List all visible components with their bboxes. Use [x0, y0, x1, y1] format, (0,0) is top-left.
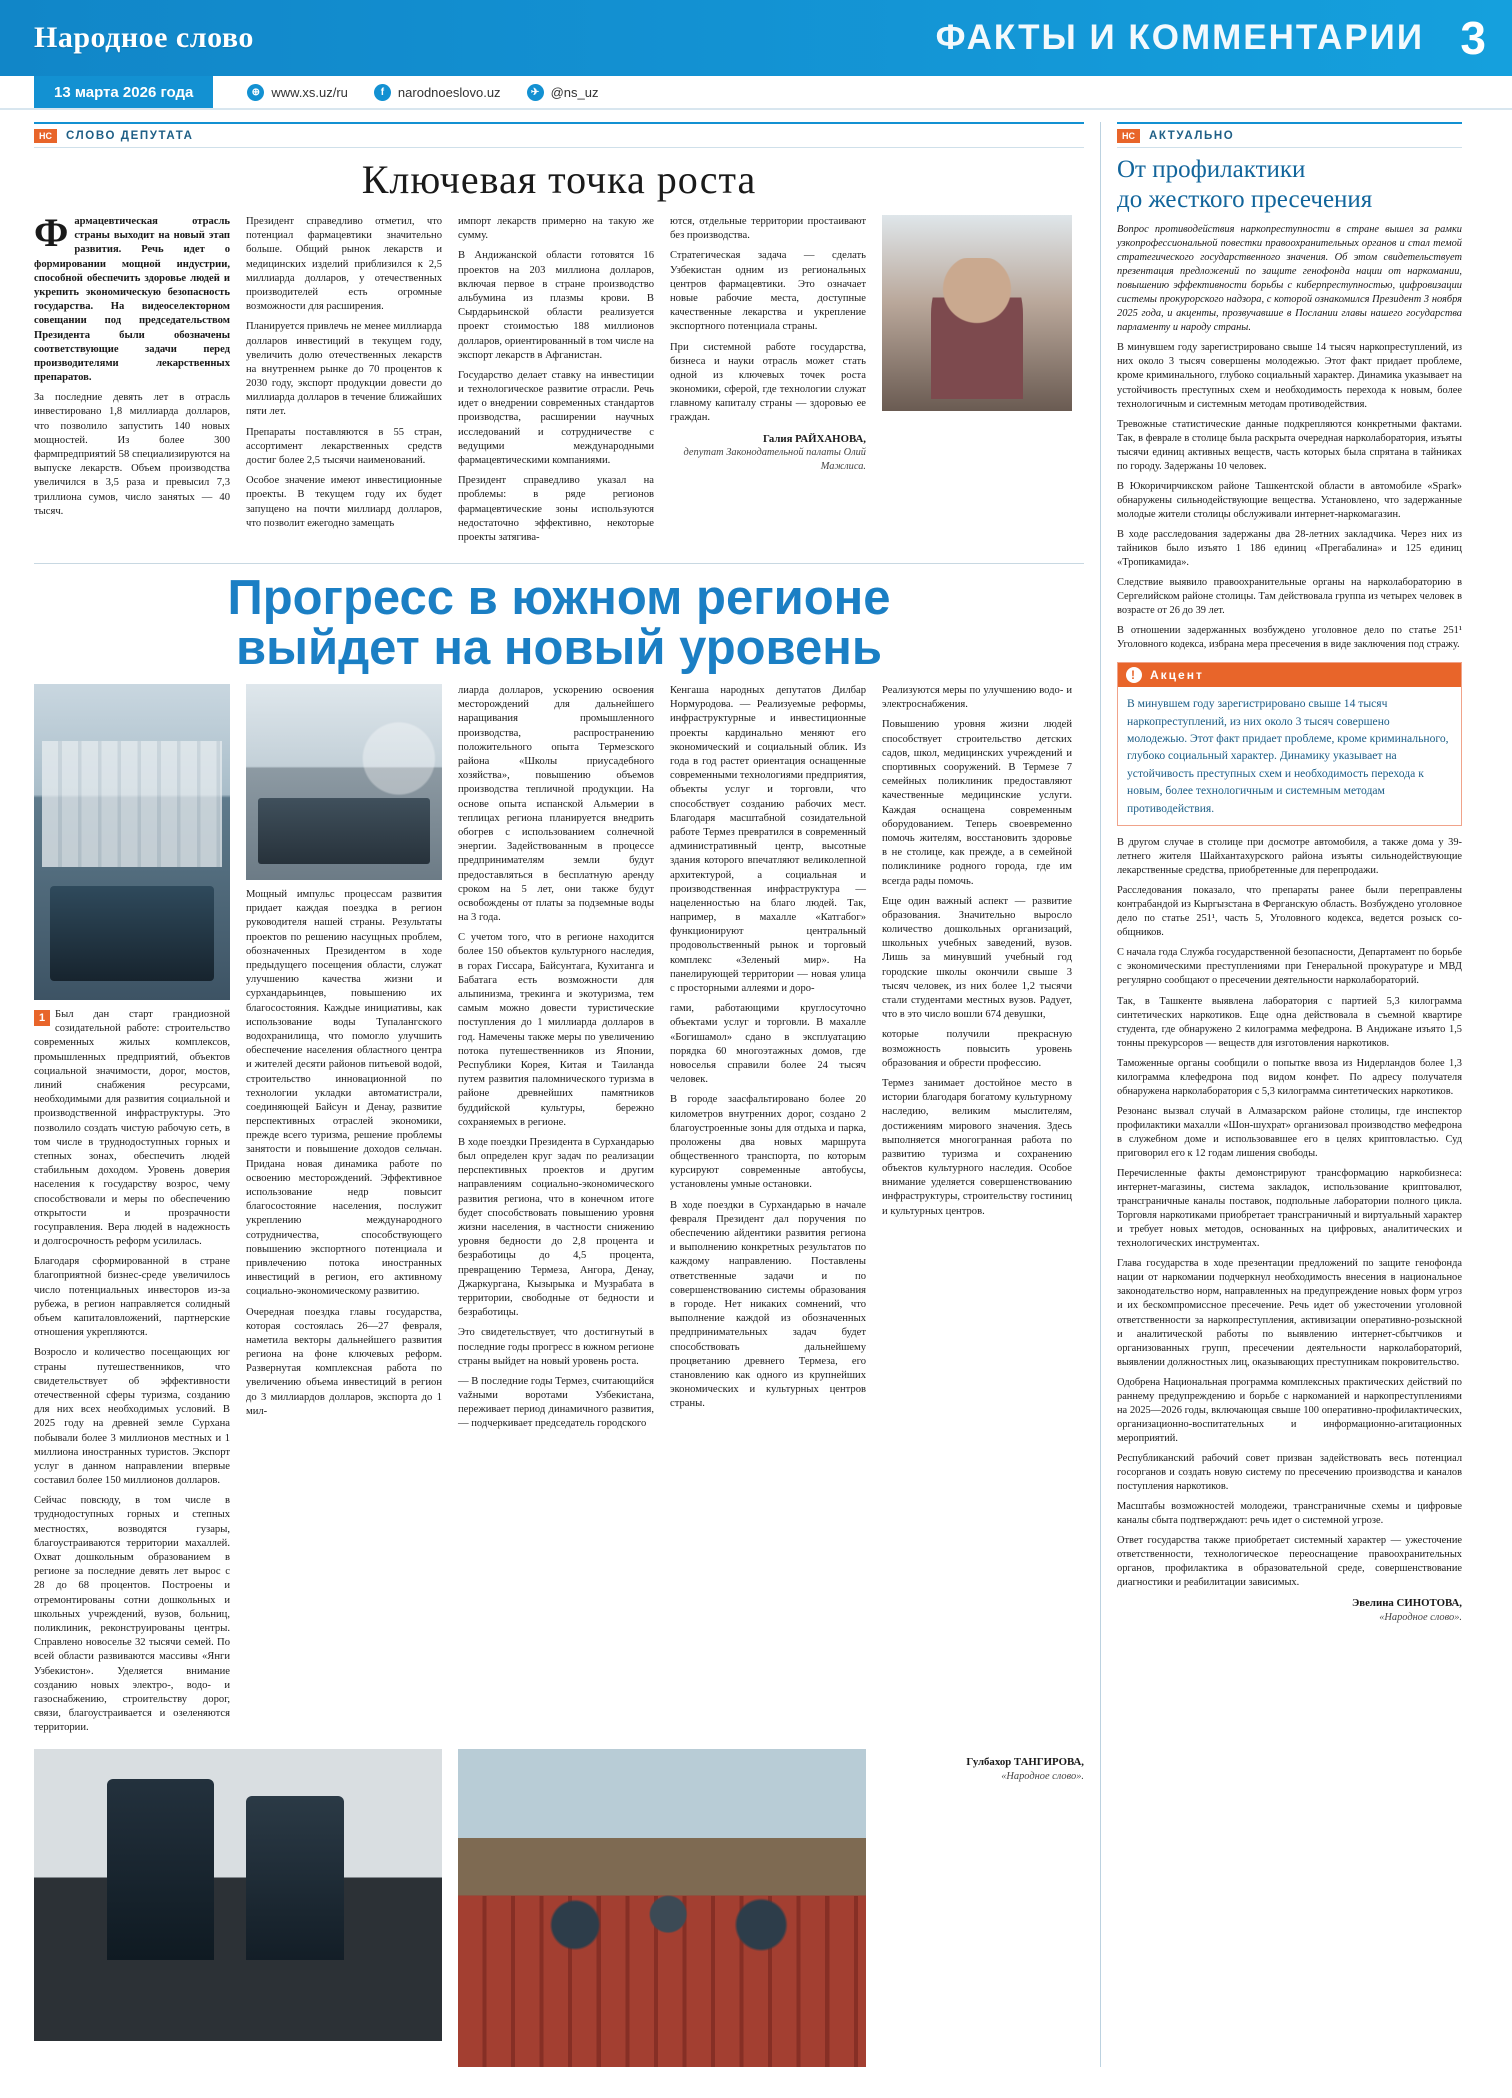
article3-p3: В Юкоричирчикском районе Ташкентской области в автомобиле «Spark» обнаружены сильнодействующие вещества. Установлено, что задержанные молодые жители столицы обслуживали интернет-наркомагазин. — [1117, 480, 1462, 520]
article1-p5: Особое значение имеют инвестиционные проекты. В текущем году их будет запущено на почти миллиард долларов, что позволит ежегодно замещать — [246, 475, 442, 529]
article3-p4: В ходе расследования задержаны два 28-летних закладчика. Через них из тайников было изъято 1 186 единиц «Прегабалина» и 125 единиц «Тропикамида». — [1117, 528, 1462, 569]
article1-p7: В Андижанской области готовятся 16 проектов на 203 миллиона долларов, включая первое в стране производство альбумина из плазмы крови. В Сырдарьинской области реализуется проект стоимостью 188 миллионов долларов, ориентированный в том числе на экспорт лекарств в Афганистан. — [458, 250, 654, 361]
section-number-badge: 1 — [34, 1010, 50, 1026]
article2-col-4 — [670, 684, 866, 1741]
sidebar-column — [1117, 122, 1462, 2067]
article3-headline-line2: до жесткого пресечения — [1117, 185, 1373, 213]
article3-p15: Одобрена Национальная программа комплексных практических действий по раннему предупреждению и борьбе с наркоманией и наркопреступлениями на 2025—2026 годы, включающая свыше 100 оперативно-профилактических, организационно-воспитательных и информационно-агитационных мероприятий. — [1117, 1376, 1462, 1444]
accent-label: Акцент — [1150, 668, 1204, 683]
article1-col-2 — [246, 215, 442, 551]
article1-headline: Ключевая точка роста — [361, 157, 757, 202]
article3-headline-line1: От профилактики — [1117, 156, 1306, 183]
portrait-photo — [882, 215, 1072, 411]
article1-p9: Президент справедливо указал на проблемы: в ряде регионов фармацевтические зоны используются недостаточно эффективно, некоторые проекты затягива- — [458, 475, 654, 543]
office-photo — [246, 684, 442, 880]
article1-lead-text: армацевтическая отрасль страны выходит на новый этап развития. Речь идет о формировании мощной индустрии, способной обеспечить здоровье людей и укрепить экономическую безопасность государства. На видеоселекторном совещании под председательством Президента были обозначены соответствующие задачи перед производителями лекарственных препаратов. — [34, 216, 230, 384]
accent-header — [1118, 663, 1461, 687]
article1-p6: импорт лекарств примерно на такую же сумму. — [458, 216, 654, 242]
article3-intro: Вопрос противодействия наркопреступности в стране вышел за рамки узкопрофессиональной повестки правоохранительных органов и стал темой стратегического государственного значения. Об этом свидетельствует презентация предложений по защите генофонда нации от наркомании, повышению эффективности борьбы с киберпреступностью, цифровизации системы прокурорского надзора, с которой ознакомился Президент 3 ноября 2025 года, и акценты, прозвучавшие в Послании главы нашего государства парламенту и народу страны. — [1117, 224, 1462, 334]
article1-p1: За последние девять лет в отрасль инвестировано 1,8 миллиарда долларов, что позволило запустить 140 новых мощностей. Из более 300 фармпредприятий 58 специализируются на выпуске лекарств. Объем производства увеличился в 3,5 раза и превысил 7,3 триллиона сумов, число занятых — 40 тысяч. — [34, 392, 230, 517]
article2-signature-wrap — [882, 1749, 1084, 2067]
article2-p20: Термез занимает достойное место в истории благодаря богатому культурному наследию, великим мыслителям, достижениям мирового значения. Здесь выполняется многогранная работа по развитию туризма и сохранению объектов культурного наследия. Особое внимание уделяется совершенствованию инфраструктуры, строительству гостиниц и культурных центров. — [882, 1077, 1072, 1217]
article2-signature — [882, 1755, 1084, 1783]
robotics-lab-photo — [34, 1749, 442, 2041]
article3-p7: В другом случае в столице при досмотре автомобиля, а также дома у 39-летнего жителя Шайхантахурского района изъяты сильнодействующие лекарственные средства, приобретенные для перепродажи. — [1117, 837, 1462, 877]
article3-p1: В минувшем году зарегистрировано свыше 14 тысяч наркопреступлений, из них около 3 тысяч совершены молодежью. Этот факт придает проблеме, кроме криминального, глубоко социальный характер. Динамика указывает на устойчивость преступных схем и необходимость перехода к новым, более технологичным и системным методам противодействия. — [1117, 342, 1462, 410]
carpet-artisans-photo — [458, 1749, 866, 2067]
newspaper-title: Народное слово — [34, 21, 254, 54]
article2-author: Гулбахор ТАНГИРОВА, — [966, 1756, 1084, 1769]
article1-col-1 — [34, 210, 230, 551]
article1-p4: Препараты поставляются в 55 стран, ассортимент лекарственных средств достиг более 2,5 тысячи наименований. — [246, 426, 442, 466]
article2-p13: гами, работающими круглосуточно объектами услуг и торговли. В махалле «Богишамол» сдано в эксплуатацию порядка 60 многоэтажных домов, где новоселья справили более 24 тысяч человек. — [670, 1003, 866, 1086]
article2-col-5 — [882, 684, 1072, 1741]
section-title: ФАКТЫ И КОММЕНТАРИИ — [935, 18, 1424, 57]
article1-signature — [670, 432, 866, 474]
article1-p2: Президент справедливо отметил, что потенциал фармацевтики значительно больше. Общий рынок лекарств и медицинских изделий приблизился к 2,5 миллиарда долларов, у отечественных производителей есть огромные возможности для расширения. — [246, 216, 442, 313]
main-column — [34, 122, 1084, 2067]
masthead — [0, 0, 1512, 76]
article2-p16: Реализуются меры по улучшению водо- и электроснабжения. — [882, 685, 1072, 711]
article2-col-2 — [246, 684, 442, 1741]
dropcap: Ф — [34, 210, 69, 255]
article1-p12: При системной работе государства, бизнеса и науки отрасль может стать одной из ключевых точек роста экономики, сферой, где технологии служат главному капиталу страны — здоровью ее граждан. — [670, 341, 866, 424]
article2-headline-line2: выйдет на новый уровень — [235, 621, 883, 676]
article3-signature — [1117, 1596, 1462, 1624]
article1-author-role: депутат Законодательной палаты Олий Мажлиса. — [683, 447, 866, 472]
article1-p3: Планируется привлечь не менее миллиарда долларов инвестиций в текущем году, увеличить долю отечественных лекарств на внутреннем рынке до 70 процентов к 2030 году, экспорт продукции довести до миллиарда долларов в течение ближайших пяти лет. — [246, 321, 442, 418]
article2-p3: Возросло и количество посещающих юг страны путешественников, что свидетельствует об эффективности отечественной сферы туризма, созданию для них всех необходимых условий. В 2025 году на древней земле Сурхана побывали более 3 миллионов местных и 1 миллиона иностранных туристов. Экспорт услуг в данном направлении впервые составил более 150 миллионов долларов. — [34, 1347, 230, 1487]
article2-photo-row — [34, 1749, 1084, 2067]
telegram-icon: ✈ — [527, 84, 544, 101]
lab-photo-wrap — [34, 1749, 442, 2067]
article2-p11: — В последние годы Термез, считающийся važными воротами Узбекистана, переживает период динамичного развития, — подчеркивает председатель городского — [458, 1375, 654, 1430]
article2-p1-text: Был дан старт грандиозной созидательной работе: строительство современных жилых комплексов, промышленных предприятий, объектов социальной значимости, дорог, мостов, линий снабжения ресурсами, необходимыми для развития социальной и производственной инфраструктуры. Это позволило создать чистую рабочую сеть, в том числе в труднодоступных горных и степных зонах, обеспечить людей стабильным доходом. Уровень доверия населения к государству возрос, чему способствовали и меры по обеспечению открытости и прозрачности госуправления. Вера людей в надежность и долгосрочность реформ усилилась. — [34, 1009, 230, 1248]
article3-kicker-label: АКТУАЛЬНО — [1149, 130, 1235, 142]
article2-author-role: «Народное слово». — [1001, 1770, 1084, 1782]
ns-badge-icon-2: НС — [1117, 129, 1140, 143]
article2-p15: В ходе поездки в Сурхандарью в начале февраля Президент дал поручения по обеспечению айдентики развития региона и выполнению конкретных результатов по каждому направлению. Поставлены ответственные задачи и по совершенствованию системы образования в городе. Нет никаких сомнений, что выполнение каждой из обозначенных предпринимательных задач будет способствовать дальнейшему процветанию древнего Термеза, его становлению как одного из крупнейших экономических и культурных центров страны. — [670, 1199, 866, 1410]
telegram-link[interactable] — [527, 84, 599, 101]
vertical-divider — [1100, 122, 1101, 2067]
article3-p12: Резонанс вызвал случай в Алмазарском районе столицы, где инспектор профилактики махалли «Шон-шухрат» организовал производство мефедрона в служебном доме и использовавшее его в целях криптовластью. Суд приговорил его к 12 годам лишения свободы. — [1117, 1105, 1462, 1159]
page-body — [0, 110, 1512, 2067]
website-link[interactable] — [247, 84, 348, 101]
article3-p11: Таможенные органы сообщили о попытке ввоза из Нидерландов более 1,3 килограмма клефедрона под видом конфет. По адресу получателя обнаружена нарколаборатория с 5,3 килограмма синтетических наркотиков. — [1117, 1057, 1462, 1097]
issue-date: 13 марта 2026 года — [34, 76, 213, 108]
article2-p7: лиарда долларов, ускорению освоения месторождений для дальнейшего наращивания промышленного производства, распространению положительного опыта Термезского района «Школы приусадебного хозяйства», повышению объемов производства тепличной продукции. На основе опыта испанской Альмерии в теплицах региона планируется внедрить обогрев с использованием солнечной энергии. Задействованным в процессе предпринимателям земли будут предоставляться в бесплатную аренду сроком на 5 лет, они также будут освобождены от платы за подземные воды на 3 года. — [458, 685, 654, 924]
article3-kicker — [1117, 122, 1462, 148]
globe-icon: ⊕ — [247, 84, 264, 101]
article2-p2: Благодаря сформированной в стране благоприятной бизнес-среде увеличилось число потенциальных инвесторов из-за рубежа, в регион направляется солидный объем капиталовложений, партнерские отношения укрепляются. — [34, 1256, 230, 1339]
article2-p12: Кенгаша народных депутатов Дилбар Нормуродова. — Реализуемые реформы, инфраструктурные и инвестиционные проекты кардинально меняют его экономический и социальный облик. Из года в год растет ориентация оснащенные современными технологиями предприятия, объекты услуг и торговли, что способствует созданию рабочих мест. Благодаря масштабной созидательной работе Термез превратился в современный административный центр, высотные здания которого впечатляют великолепной архитектурой, а социальная и производственная инфраструктура — нацеленностью на благо людей. Так, например, в махалле «Катгабог» функционируют центральный продовольственный рынок и торговый комплекс «Зеленый мир». На панелирующей территории — новая улица с просторными аллеями и доро- — [670, 685, 866, 994]
article3-p13: Перечисленные факты демонстрируют трансформацию наркобизнеса: интернет-магазины, система закладок, использование криптовалют, трансграничные каналы поставок, подпольные лаборатории полного цикла. Торговля наркотиками приобретает трансграничный и виртуальный характер и требует новых методов, основанных на цифровых, аналитических и технологических инструментах. — [1117, 1168, 1462, 1250]
article2-col-3 — [458, 684, 654, 1741]
article2-p5: Мощный импульс процессам развития придает каждая поездка в регион руководителя нашей страны. Результаты проектов по решению насущных проблем, обозначенных Президентом в ходе предыдущего посещения области, служат улучшению качества жизни и сурхандарьинцев, повышению их благосостояния. Каждые инициативы, как использование воды Тупалангского водохранилища, что помогло улучшить обеспечение населения областного центра и жителей десяти районов питьевой водой, строительство инновационной по технологии укладки автоматистрали, соединяющей Байсун и Денау, развитие перспективных отраслей экономики, прежде всего туризма, решение проблемы занятости и повышение доходов сельчан. Придана новая динамика работе по освоению месторождений. Эффективное использование недр повысит благосостояние населения, послужит укреплению международного сотрудничества, способствующего повышению экспортного потенциала и привлечению потока иностранных инвестиций в регион, его активному социально-экономическому развитию. — [246, 889, 442, 1298]
article3-p6: В отношении задержанных возбуждено уголовное дело по статье 251¹ Уголовного кодекса, избрана мера пресечения в виде заключения под стражу. — [1117, 625, 1462, 651]
website-label: www.xs.uz/ru — [271, 84, 348, 100]
article1-kicker — [34, 122, 1084, 148]
article3-p18: Ответ государства также приобретает системный характер — ужесточение ответственности, технологическое переоснащение правоохранительных органов, профилактика в образовательной среде, совершенствование диагностики и реабилитации зависимых. — [1117, 1535, 1462, 1589]
article1-columns — [34, 210, 1084, 551]
article2-p10: Это свидетельствует, что достигнутый в последние годы прогресс в южном регионе страны выйдет на новый уровень роста. — [458, 1327, 654, 1367]
article2-columns — [34, 684, 1084, 1741]
article3-author: Эвелина СИНОТОВА, — [1351, 1597, 1462, 1610]
article2-p19: которые получили прекрасную возможность повысить уровень образования и обрести профессию. — [882, 1029, 1072, 1069]
contact-links — [247, 76, 598, 108]
article1-col-4 — [670, 215, 866, 551]
article1-col-3 — [458, 215, 654, 551]
article2-p18: Еще один важный аспект — развитие образования. Значительно выросло количество дошкольных организаций, школьных учебных заведений, вузов. Лишь за минувший учебный год городские школы окончили свыше 3 тысяч человек, из них более 1,2 тысячи стали студентами местных вузов. Радует, что в это число вошли 674 девушки, — [882, 895, 1072, 1021]
ns-badge-icon: НС — [34, 129, 57, 143]
info-bar — [0, 76, 1512, 110]
article2-banner — [34, 563, 1084, 674]
article2-p9: В ходе поездки Президента в Сурхандарью был определен круг задач по реализации перспективных проектов и другим направлениям социально-экономического развития региона, что в конечном итоге будет способствовать повышению уровня жизни населения, в частности снижению уровня бедности до 2,8 процента и безработицы до 4,5 процента, превращению Термеза, Ангора, Денау, Джаркургана, Кызырыка и Музрабата в территории, свободные от бедности и безработицы. — [458, 1136, 654, 1319]
article2-p17: Повышению уровня жизни людей способствует строительство детских садов, школ, медицинских учреждений и спортивных сооружений. В Термезе 7 семейных поликлиник предоставляют качественные медицинские услуги. Каждая оснащена современным оборудованием. Теперь своевременно помочь жителям, восстановить здоровье в не столице, как прежде, а в семейной поликлинике родного города, где им всегда рады помочь. — [882, 719, 1072, 887]
article2-p6: Очередная поездка главы государства, которая состоялась 26—27 февраля, наметила векторы дальнейшего развития региона на фоне ключевых реформ. Развернутая комплексная работа по увеличению объема инвестиций в регион до 3 миллиардов долларов, экспорта до 1 мил- — [246, 1306, 442, 1417]
carpet-photo-wrap — [458, 1749, 866, 2067]
article3-p2: Тревожные статистические данные подкрепляются конкретными фактами. Так, в феврале в столице была раскрыта очередная нарколаборатория, изъяты тысячи единиц активных веществ, часть которых была спрятана в тайниках по городу. Задержаны 10 человек. — [1117, 418, 1462, 472]
article1-lead — [34, 210, 230, 385]
article2-headline-line1: Прогресс в южном регионе — [227, 571, 891, 626]
article3-author-role: «Народное слово». — [1379, 1611, 1462, 1623]
article1-p11: Стратегическая задача — сделать Узбекистан одним из региональных центров фармацевтики. Это означает новые рабочие места, доступные качественные лекарства и укрепление экспортного потенциала страны. — [670, 250, 866, 333]
article1-author: Галия РАЙХАНОВА, — [762, 432, 866, 445]
facebook-label: narodnoeslovo.uz — [397, 84, 501, 100]
page-number: 3 — [1460, 12, 1486, 64]
accent-text: В минувшем году зарегистрировано свыше 14 тысяч наркопреступлений, из них около 3 тысяч совершено молодежью. Этот факт придает проблеме, кроме криминального, глубоко социальный характер. Динамику указывает на устойчивость преступных схем и необходимость перехода к новым, более технологичным и системным методам противодействия. — [1127, 697, 1449, 815]
article1-kicker-label: СЛОВО ДЕПУТАТА — [66, 130, 194, 142]
article3-p5: Следствие выявило правоохранительные органы на нарколабораторию в Сергелийском районе столицы. Там действовала группа из четырех человек в возрасте от 26 до 39 лет. — [1117, 577, 1462, 617]
article3-p9: С начала года Служба государственной безопасности, Департамент по борьбе с экономическими преступлениями при Генеральной прокуратуре и МВД регулярно сообщают о пресечении деятельности нарколабораторий. — [1117, 947, 1462, 987]
facebook-icon: f — [374, 84, 391, 101]
article2-p4: Сейчас повсюду, в том числе в труднодоступных горных и степных местностях, возводятся гузары, благоустраиваются территории махаллей. Охват дошкольным образованием в регионе за последние девять лет вырос с 28 до 68 процентов. Построены и отремонтированы сотни дошкольных и школьных учреждений, вузов, больниц, поликлиник, реконструированы центры. Справлено новоселье 32 тысячи семей. По всей области развиваются массивы «Янги Узбекистон». Уделяется внимание созданию новых электро-, водо- и газоснабжению, строительству дорог, связи, благоустраивается и озеленяются территории. — [34, 1495, 230, 1734]
article3-p17: Масштабы возможностей молодежи, трансграничные схемы и цифровые каналы сбыта подтверждают: речь идет о системной угрозе. — [1117, 1501, 1462, 1527]
telegram-label: @ns_uz — [550, 84, 599, 100]
article1-photo-col — [882, 215, 1072, 551]
article1-p8: Государство делает ставку на инвестиции и технологическое развитие отрасли. Речь идет о внедрении современных стандартов производства, расширении научных исследований и сотрудничестве с ведущими международными фармацевтическими компаниями. — [458, 369, 654, 466]
accent-box — [1117, 662, 1462, 826]
article2-p14: В городе заасфальтировано более 20 километров внутренних дорог, создано 2 благоустроенные зоны для отдыха и парка, проложены два новых маршрута общественного транспорта, по которым курсируют современные автобусы, установлены умные остановки. — [670, 1094, 866, 1191]
article3-p10: Так, в Ташкенте выявлена лаборатория с партией 5,3 килограмма синтетических наркотиков. Еще одна действовала в съемной квартире студента, где обнаружено 2 килограмма мефедрона. В Андижане изъято 1,5 тонны прекурсоров — веществ для изготовления наркотиков. — [1117, 995, 1462, 1049]
article2-p1 — [34, 1008, 230, 1249]
article3-p8: Расследования показало, что препараты ранее были переправлены контрабандой из Кыргызстана в Ферганскую область. Возбуждено уголовное дело по статье 251¹, часть 5, Уголовного кодекса, ведется розыск сообщников. — [1117, 885, 1462, 939]
facebook-link[interactable] — [374, 84, 501, 101]
article2-col-1 — [34, 684, 230, 1741]
article1-p10: ются, отдельные территории простаивают без производства. — [670, 216, 866, 242]
computer-class-photo — [34, 684, 230, 1000]
exclamation-icon: ! — [1126, 667, 1142, 683]
article3-p14: Глава государства в ходе презентации предложений по защите генофонда нации от наркомании подчеркнул необходимость внесения в национальное законодательство норм, направленных на предупреждение новых форм угроз и их бескомпромиссное пресечение. Речь идет об ужесточении уголовной ответственности за наркопреступления, активизации оперативно-розыскной и аналитической работы по выявлению интернет-сбытчиков и организованных групп, пресечении деятельности нарколабораторий, выявлении должностных лиц, оказывающих преступникам покровительство. — [1117, 1258, 1462, 1368]
article3-p16: Республиканский рабочий совет призван задействовать весь потенциал госорганов и создать новую систему по пресечению производства и каналов поступления наркотиков. — [1117, 1452, 1462, 1493]
article2-p8: С учетом того, что в регионе находится более 150 объектов культурного наследия, в горах Гиссара, Байсунтага, Кухитанга и Бабатага есть возможности для альпинизма, трекинга и экотуризма, тем самым можно довести туристические поступления до 1 миллиарда долларов в год. Намечены также меры по увеличению потока путешественников из Японии, Республики Корея, Китая и Таиланда путем развития паломнического туризма в районе древнейших памятников буддийской культуры, бережно сохраняемых в регионе. — [458, 932, 654, 1128]
